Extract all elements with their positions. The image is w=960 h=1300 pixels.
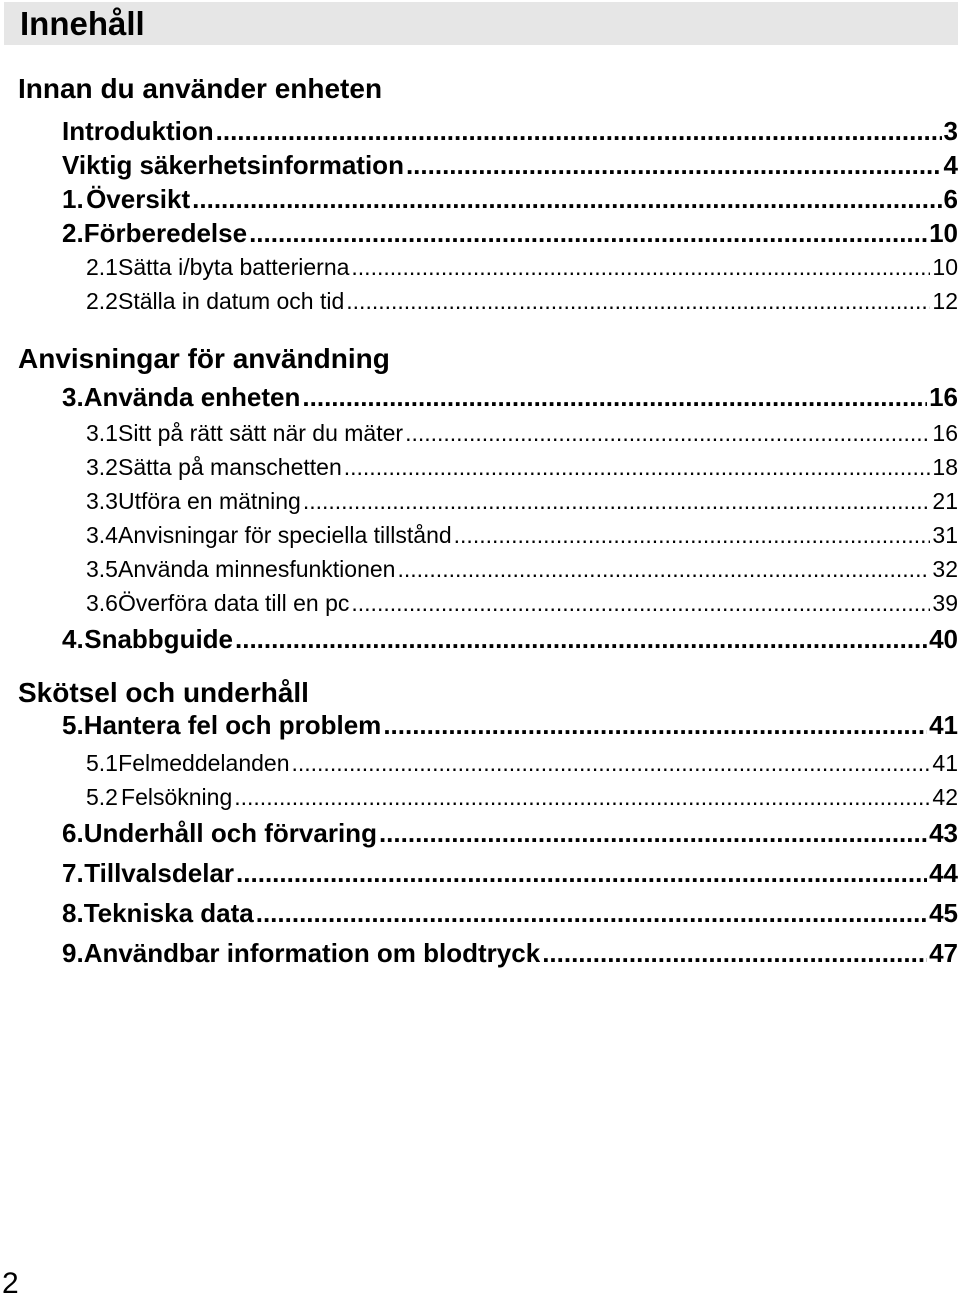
toc-entry-page: 40: [929, 624, 958, 654]
toc-entry[interactable]: [62, 218, 960, 249]
toc-entry[interactable]: [86, 454, 960, 481]
toc-entry-number: 3.3: [86, 488, 118, 514]
toc-entry-page: 41: [932, 750, 958, 776]
toc-entry-page: 45: [929, 898, 958, 928]
toc-entry[interactable]: [86, 254, 960, 281]
toc-entry-page: 3: [943, 116, 958, 146]
toc-dot-leader: [406, 150, 942, 181]
toc-entry[interactable]: [86, 784, 960, 811]
toc-entry[interactable]: [62, 624, 960, 655]
toc-entry-page: 31: [932, 522, 958, 548]
toc-entry-label: Användbar information om blodtryck: [83, 938, 541, 968]
toc-entry-number: 2.: [62, 218, 84, 248]
toc-dot-leader: [379, 818, 927, 849]
toc-dot-leader: [397, 556, 930, 583]
toc-entry[interactable]: [62, 184, 960, 215]
toc-entry-label: Felsökning: [121, 784, 233, 810]
toc-entry[interactable]: [62, 382, 960, 413]
toc-dot-leader: [351, 590, 930, 617]
toc-dot-leader: [405, 420, 930, 447]
toc-entry-label: Översikt: [86, 184, 191, 214]
toc-entry-label: Förberedelse: [83, 218, 248, 248]
toc-entry-number: 1.: [62, 184, 84, 214]
toc-entry-number: 3.5: [86, 556, 118, 582]
toc-dot-leader: [192, 184, 941, 215]
toc-entry-page: 44: [929, 858, 958, 888]
toc-entry-page: 18: [932, 454, 958, 480]
toc-entry[interactable]: [86, 556, 960, 583]
toc-entry-label: Tillvalsdelar: [84, 858, 235, 888]
toc-entry[interactable]: [86, 750, 960, 777]
toc-entry-number: 3.6: [86, 590, 118, 616]
toc-entry-label: Anvisningar för speciella tillstånd: [117, 522, 452, 548]
toc-entry[interactable]: [62, 818, 960, 849]
toc-entry-label: Sätta på manschetten: [117, 454, 342, 480]
toc-entry[interactable]: [62, 150, 960, 181]
toc-entry-page: 47: [929, 938, 958, 968]
toc-entry-page: 4: [943, 150, 958, 180]
toc-entry-number: 3.1: [86, 420, 118, 446]
toc-entry-number: 4.: [62, 624, 84, 654]
toc-entry-number: 2.1: [86, 254, 118, 280]
toc-dot-leader: [256, 898, 927, 929]
toc-dot-leader: [303, 488, 931, 515]
toc-dot-leader: [216, 116, 942, 147]
toc-entry[interactable]: [86, 522, 960, 549]
toc-entry[interactable]: [62, 938, 960, 969]
toc-entry-label: Överföra data till en pc: [117, 590, 350, 616]
toc-entry-page: 43: [929, 818, 958, 848]
toc-entry-number: 8.: [62, 898, 84, 928]
toc-entry-number: 9.: [62, 938, 84, 968]
toc-entry-label: Hantera fel och problem: [83, 710, 382, 740]
toc-dot-leader: [346, 288, 930, 315]
toc-entry-label: Snabbguide: [84, 624, 234, 654]
toc-dot-leader: [235, 624, 927, 655]
toc-entry-label: Använda minnesfunktionen: [117, 556, 396, 582]
section-heading: Innan du använder enheten: [18, 73, 383, 104]
toc-entry-page: 16: [932, 420, 958, 446]
toc-entry-number: 5.1: [86, 750, 118, 776]
toc-entry[interactable]: [86, 590, 960, 617]
toc-entry-number: 5.: [62, 710, 84, 740]
toc-entry-number: 3.2: [86, 454, 118, 480]
toc-entry-label: Sitt på rätt sätt när du mäter: [117, 420, 404, 446]
toc-dot-leader: [454, 522, 931, 549]
toc-dot-leader: [344, 454, 931, 481]
toc-entry-page: 41: [929, 710, 958, 740]
toc-dot-leader: [302, 382, 927, 413]
toc-entry-label: Felmeddelanden: [118, 750, 290, 776]
toc-entry[interactable]: [86, 288, 960, 315]
toc-dot-leader: [249, 218, 927, 249]
toc-entry-label: Underhåll och förvaring: [83, 818, 377, 848]
toc-entry-page: 16: [929, 382, 958, 412]
toc-entry-page: 32: [932, 556, 958, 582]
toc-entry-page: 39: [932, 590, 958, 616]
toc-entry-page: 12: [932, 288, 958, 314]
toc-entry-page: 21: [932, 488, 958, 514]
toc-entry-number: 2.2: [86, 288, 118, 314]
toc-entry-number: 7.: [62, 858, 84, 888]
toc-entry-number: 3.4: [86, 522, 118, 548]
toc-entry[interactable]: [86, 420, 960, 447]
toc-dot-leader: [291, 750, 930, 777]
toc-entry-page: 10: [932, 254, 958, 280]
toc-entry[interactable]: [62, 116, 960, 147]
toc-entry-number: 3.: [62, 382, 84, 412]
toc-entry-label: Ställa in datum och tid: [117, 288, 345, 314]
toc-dot-leader: [351, 254, 930, 281]
toc-entry[interactable]: [86, 488, 960, 515]
toc-dot-leader: [236, 858, 927, 889]
page-number: 2: [2, 1267, 19, 1300]
toc-entry-label: Introduktion: [62, 116, 214, 146]
toc-entry-label: Sätta i/byta batterierna: [117, 254, 350, 280]
page-title: Innehåll: [20, 5, 145, 42]
toc-entry-label: Använda enheten: [83, 382, 301, 412]
toc-entry-label: Viktig säkerhetsinformation: [62, 150, 404, 180]
toc-entry-page: 6: [943, 184, 958, 214]
toc-entry[interactable]: [62, 898, 960, 929]
toc-entry-label: Utföra en mätning: [117, 488, 301, 514]
toc-entry[interactable]: [62, 710, 960, 741]
toc-entry-number: 6.: [62, 818, 84, 848]
toc-entry[interactable]: [62, 858, 960, 889]
toc-dot-leader: [234, 784, 930, 811]
toc-entry-number: 5.2: [86, 784, 118, 810]
toc-entry-label: Tekniska data: [83, 898, 254, 928]
toc-dot-leader: [383, 710, 927, 741]
toc-entry-page: 10: [929, 218, 958, 248]
section-heading: Skötsel och underhåll: [18, 677, 309, 708]
section-heading: Anvisningar för användning: [18, 343, 390, 374]
toc-entry-page: 42: [932, 784, 958, 810]
title-bar: [4, 2, 958, 45]
toc-dot-leader: [542, 938, 927, 969]
